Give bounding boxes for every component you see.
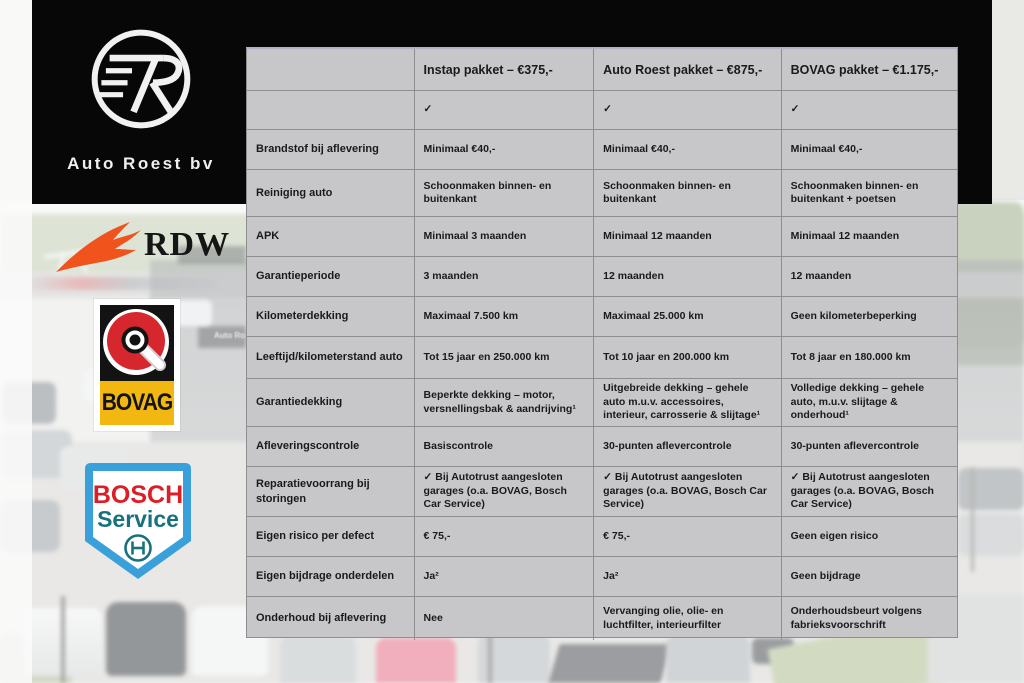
table-cell: Geen eigen risico [790, 529, 879, 542]
table-cell: Minimaal €40,- [790, 142, 863, 155]
table-cell: Minimaal 12 maanden [594, 217, 781, 256]
bovag-record-icon [100, 305, 174, 381]
row-label: Leeftijd/kilometerstand auto [247, 337, 415, 378]
left-white-strip [0, 0, 32, 683]
table-row [247, 557, 957, 597]
rdw-label: RDW [144, 226, 231, 263]
table-cell: Uitgebreide dekking – gehele auto m.u.v. accessoires, interieur, carrosserie & slijtage¹ [594, 379, 781, 426]
bosch-shield-icon [83, 463, 193, 581]
row-label: Onderhoud bij aflevering [247, 597, 415, 640]
row-label: Eigen risico per defect [247, 517, 415, 556]
row-label: Reiniging auto [247, 170, 415, 216]
rdw-swoosh-icon [52, 218, 148, 278]
table-cell: Volledige dekking – gehele auto, m.u.v. slijtage & onderhoud¹ [790, 382, 925, 422]
table-cell: ✓ [594, 91, 781, 129]
table-row [247, 170, 957, 217]
table-row [247, 517, 957, 557]
table-row [247, 379, 957, 427]
table-row [247, 597, 957, 640]
table-cell: Maximaal 7.500 km [415, 297, 595, 336]
table-row [247, 427, 957, 467]
column-header: Instap pakket – €375,- [415, 49, 595, 90]
table-cell: Maximaal 25.000 km [594, 297, 781, 336]
table-cell: 12 maanden [594, 257, 781, 296]
auto-roest-logo [34, 0, 248, 204]
row-label: APK [247, 217, 415, 256]
table-cell: 12 maanden [790, 269, 852, 282]
table-cell: Basiscontrole [415, 427, 595, 466]
table-row [247, 130, 957, 170]
table-cell: 30-punten aflevercontrole [790, 439, 919, 452]
table-cell: Onderhoudsbeurt volgens fabrieksvoorschrift [790, 605, 922, 631]
column-header [247, 49, 415, 90]
table-cell: Tot 8 jaar en 180.000 km [790, 350, 911, 363]
table-cell: 3 maanden [415, 257, 595, 296]
table-cell: Minimaal €40,- [594, 130, 781, 169]
table-cell: Ja² [415, 557, 595, 596]
row-label: Reparatievoorrang bij storingen [247, 467, 415, 516]
table-cell: Geen kilometerbeperking [790, 309, 917, 322]
bovag-yellow-band [100, 381, 174, 425]
table-cell: ✓ [790, 103, 800, 116]
row-label: Garantieperiode [247, 257, 415, 296]
bosch-service-logo [83, 463, 193, 581]
bovag-logo [94, 299, 180, 431]
table-cell: Schoonmaken binnen- en buitenkant [415, 170, 595, 216]
row-label: Kilometerdekking [247, 297, 415, 336]
row-label: Garantiedekking [247, 379, 415, 426]
rdw-logo [52, 218, 231, 280]
dealer-name: Auto Roest bv [67, 154, 215, 173]
table-cell: Minimaal 12 maanden [790, 229, 900, 242]
table-cell: ✓ [415, 91, 595, 129]
table-cell: ✓ Bij Autotrust aangesloten garages (o.a. BOVAG, Bosch Car Service) [415, 467, 595, 516]
table-row [247, 257, 957, 297]
table-cell: Schoonmaken binnen- en buitenkant + poetsen [790, 179, 919, 205]
table-header-row [247, 49, 957, 91]
table-row [247, 217, 957, 257]
bosch-service-word: Service [97, 506, 179, 532]
table-cell: ✓ Bij Autotrust aangesloten garages (o.a. BOVAG, Bosch Car Service) [594, 467, 781, 516]
table-cell: Beperkte dekking – motor, versnellingsbak & aandrijving¹ [415, 379, 595, 426]
table-cell: Vervanging olie, olie- en luchtfilter, interieurfilter [594, 597, 781, 640]
package-comparison-table [246, 47, 958, 638]
table-cell: € 75,- [594, 517, 781, 556]
table-row [247, 91, 957, 130]
photo-building-sign: Auto Ro [214, 331, 246, 340]
table-cell: Ja² [594, 557, 781, 596]
table-cell: ✓ Bij Autotrust aangesloten garages (o.a. BOVAG, Bosch Car Service) [790, 471, 934, 511]
row-label: Eigen bijdrage onderdelen [247, 557, 415, 596]
bovag-label: BOVAG [101, 389, 173, 416]
table-cell: 30-punten aflevercontrole [594, 427, 781, 466]
column-header: Auto Roest pakket – €875,- [594, 49, 781, 90]
table-cell: Geen bijdrage [790, 569, 861, 582]
table-row [247, 337, 957, 379]
bosch-word: BOSCH [92, 481, 184, 509]
table-cell: Minimaal 3 maanden [415, 217, 595, 256]
table-cell: Schoonmaken binnen- en buitenkant [594, 170, 781, 216]
table-cell: Tot 15 jaar en 250.000 km [415, 337, 595, 378]
table-cell: € 75,- [415, 517, 595, 556]
row-label: Brandstof bij aflevering [247, 130, 415, 169]
table-cell: Tot 10 jaar en 200.000 km [594, 337, 781, 378]
table-cell: Nee [415, 597, 595, 640]
table-row [247, 297, 957, 337]
column-header: BOVAG pakket – €1.175,- [790, 62, 939, 77]
auto-roest-monogram-icon [66, 8, 216, 150]
row-label [247, 91, 415, 129]
table-cell: Minimaal €40,- [415, 130, 595, 169]
row-label: Afleveringscontrole [247, 427, 415, 466]
table-row [247, 467, 957, 517]
